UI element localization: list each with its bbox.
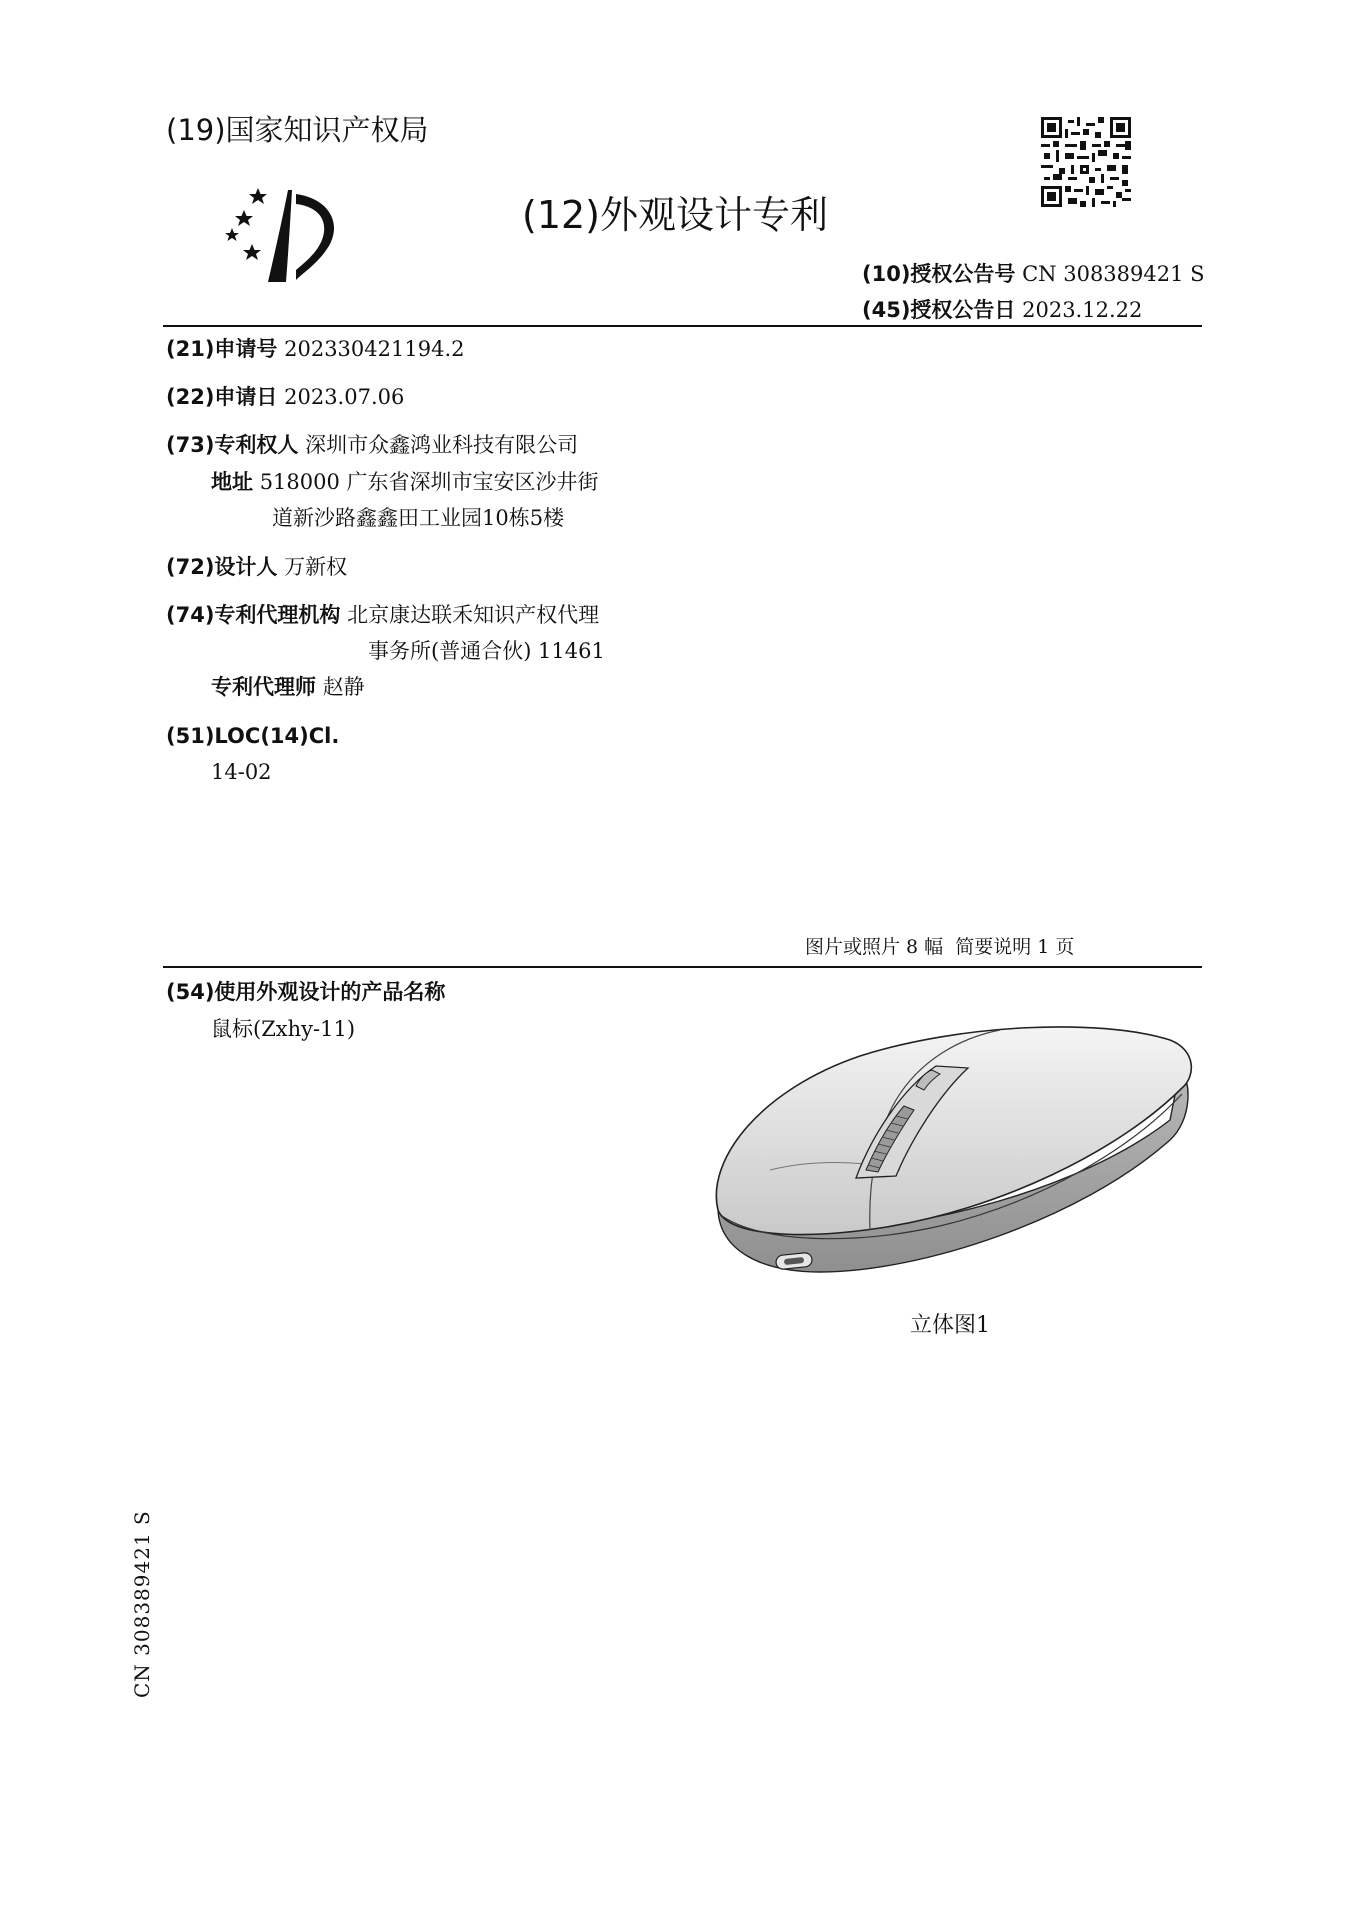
- field-value: 北京康达联禾知识产权代理: [347, 603, 600, 627]
- field-label: (72)设计人: [166, 555, 278, 579]
- publication-date-row: [862, 294, 1142, 324]
- product-name-label: (54)使用外观设计的产品名称: [166, 980, 446, 1004]
- patentee: [166, 430, 578, 460]
- patent-agency: [166, 600, 599, 630]
- publication-number-label: (10)授权公告号: [862, 262, 1016, 286]
- mouse-perspective-drawing: [700, 1010, 1200, 1290]
- star-icon: [243, 244, 261, 260]
- field-value: 202330421194.2: [284, 337, 465, 361]
- loc-classification: [166, 721, 339, 751]
- section-divider: [163, 966, 1202, 968]
- star-icon: [225, 228, 239, 241]
- page-summary: 图片或照片 8 幅 简要说明 1 页: [805, 936, 1075, 958]
- address-line-2: [272, 503, 564, 533]
- patent-agent: [211, 672, 365, 702]
- application-date: [166, 382, 404, 412]
- product-name: 鼠标(Zxhy-11): [211, 1017, 356, 1041]
- header-divider: [163, 325, 1202, 327]
- mouse-top-shell: [716, 1027, 1191, 1235]
- field-label: 地址: [211, 470, 253, 494]
- field-value: 道新沙路鑫鑫田工业园10栋5楼: [272, 506, 565, 530]
- address: [211, 467, 599, 497]
- field-value: 14-02: [211, 760, 272, 784]
- designer: [166, 552, 347, 582]
- publication-number: CN 308389421 S: [1022, 262, 1205, 286]
- field-value: 深圳市众鑫鸿业科技有限公司: [305, 433, 579, 457]
- field-value: 2023.07.06: [284, 385, 405, 409]
- field-value: 事务所(普通合伙) 11461: [368, 639, 605, 663]
- side-publication-number: CN 308389421 S: [130, 1510, 154, 1698]
- field-value: 赵静: [322, 675, 365, 699]
- patent-agency-line-2: [368, 636, 605, 666]
- field-label: (51)LOC(14)Cl.: [166, 724, 340, 748]
- publication-date: 2023.12.22: [1022, 298, 1143, 322]
- figure-caption: 立体图1: [910, 1313, 990, 1338]
- application-number: [166, 334, 464, 364]
- document-type-title: (12)外观设计专利: [522, 193, 829, 237]
- field-label: (73)专利权人: [166, 433, 299, 457]
- emblem-arc: [296, 194, 334, 280]
- star-icon: [235, 210, 253, 226]
- emblem-blade: [268, 190, 292, 282]
- field-value: 518000 广东省深圳市宝安区沙井街: [259, 470, 599, 494]
- field-label: (22)申请日: [166, 385, 278, 409]
- loc-classification-value: [211, 757, 272, 787]
- publication-date-label: (45)授权公告日: [862, 298, 1016, 322]
- cnipa-emblem-logo: [222, 186, 358, 286]
- publication-number-row: [862, 258, 1205, 288]
- field-label: (21)申请号: [166, 337, 278, 361]
- field-label: 专利代理师: [211, 675, 316, 699]
- field-value: 万新权: [284, 555, 348, 579]
- field-label: (74)专利代理机构: [166, 603, 341, 627]
- star-icon: [249, 188, 267, 204]
- qr-code: [1041, 117, 1131, 207]
- office-name: (19)国家知识产权局: [166, 113, 429, 147]
